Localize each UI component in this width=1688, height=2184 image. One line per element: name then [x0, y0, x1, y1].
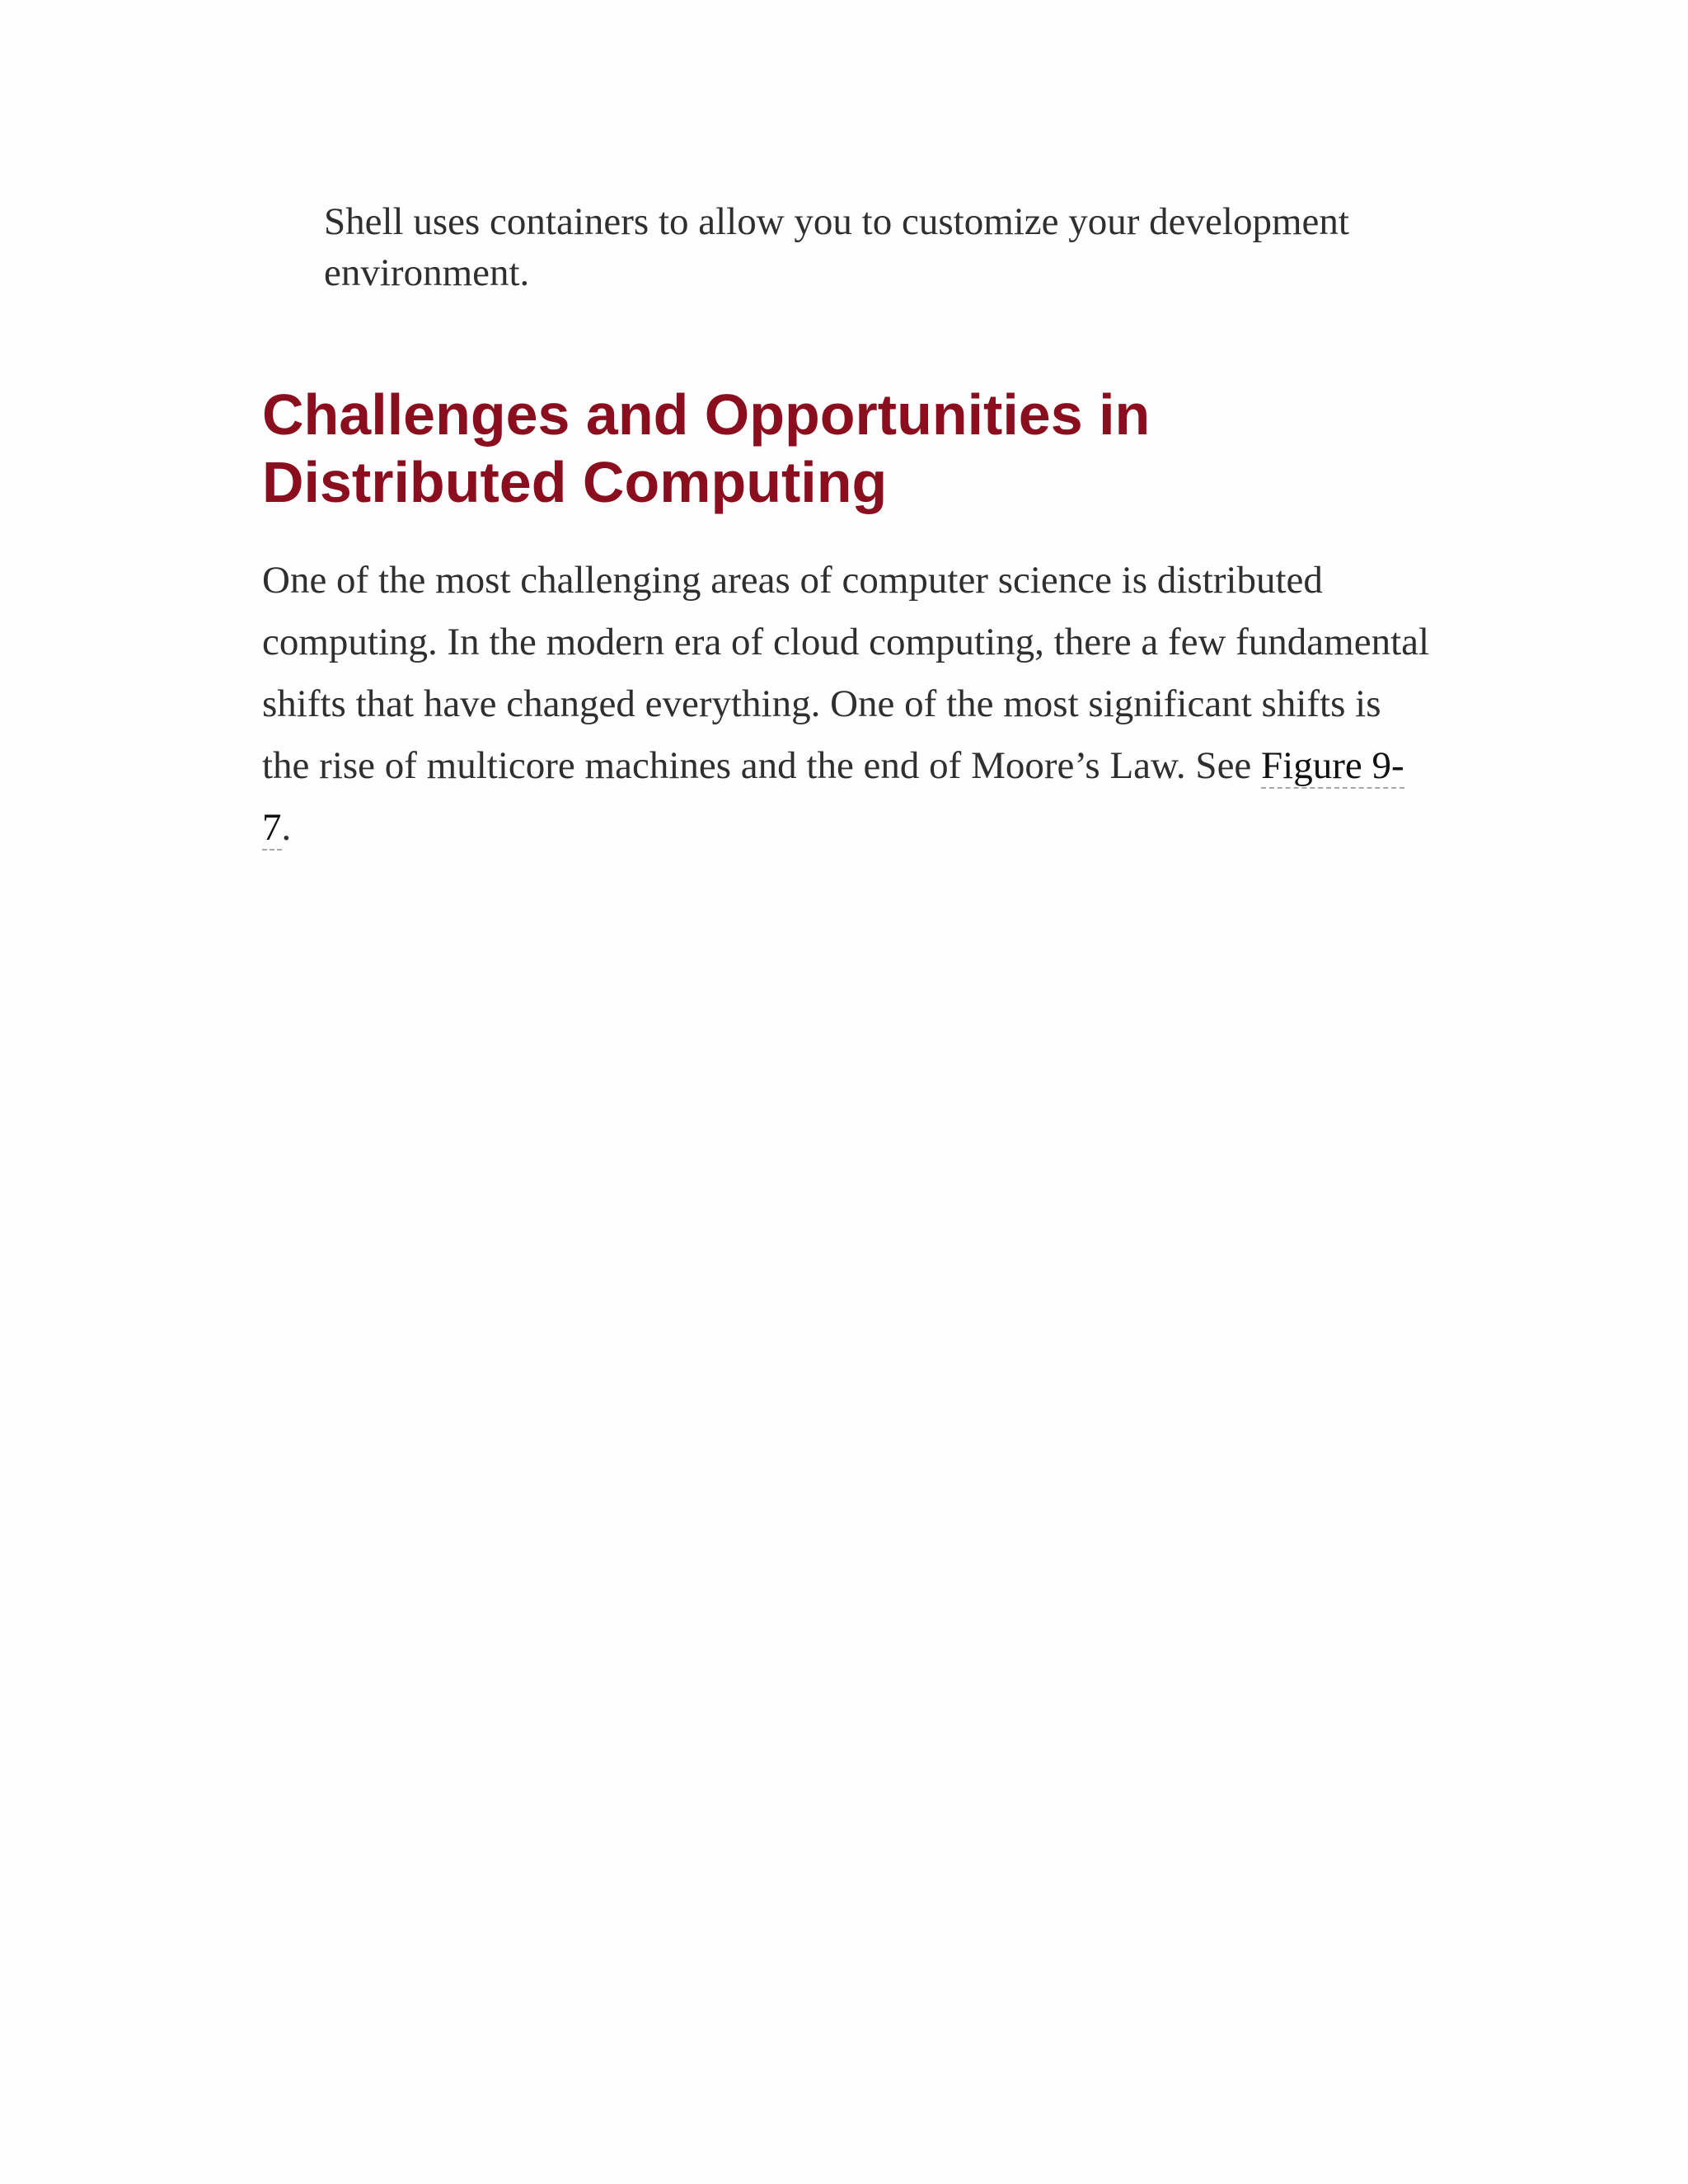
body-paragraph-text: One of the most challenging areas of computer science is distributed computing. In the modern era of cloud computing, there a few fundamental shifts that have changed everything. One of the most significant shifts is the rise of multicore machines and the end of Moore’s Law. See [262, 559, 1430, 787]
figure-reference-link[interactable]: Figure 9-7 [262, 744, 1404, 849]
continued-paragraph: Shell uses containers to allow you to customize your development environment. [324, 200, 1349, 294]
body-paragraph-end: . [281, 806, 292, 849]
body-paragraph [262, 550, 1432, 859]
section-heading: Challenges and Opportunities in Distributed Computing [262, 382, 1151, 514]
